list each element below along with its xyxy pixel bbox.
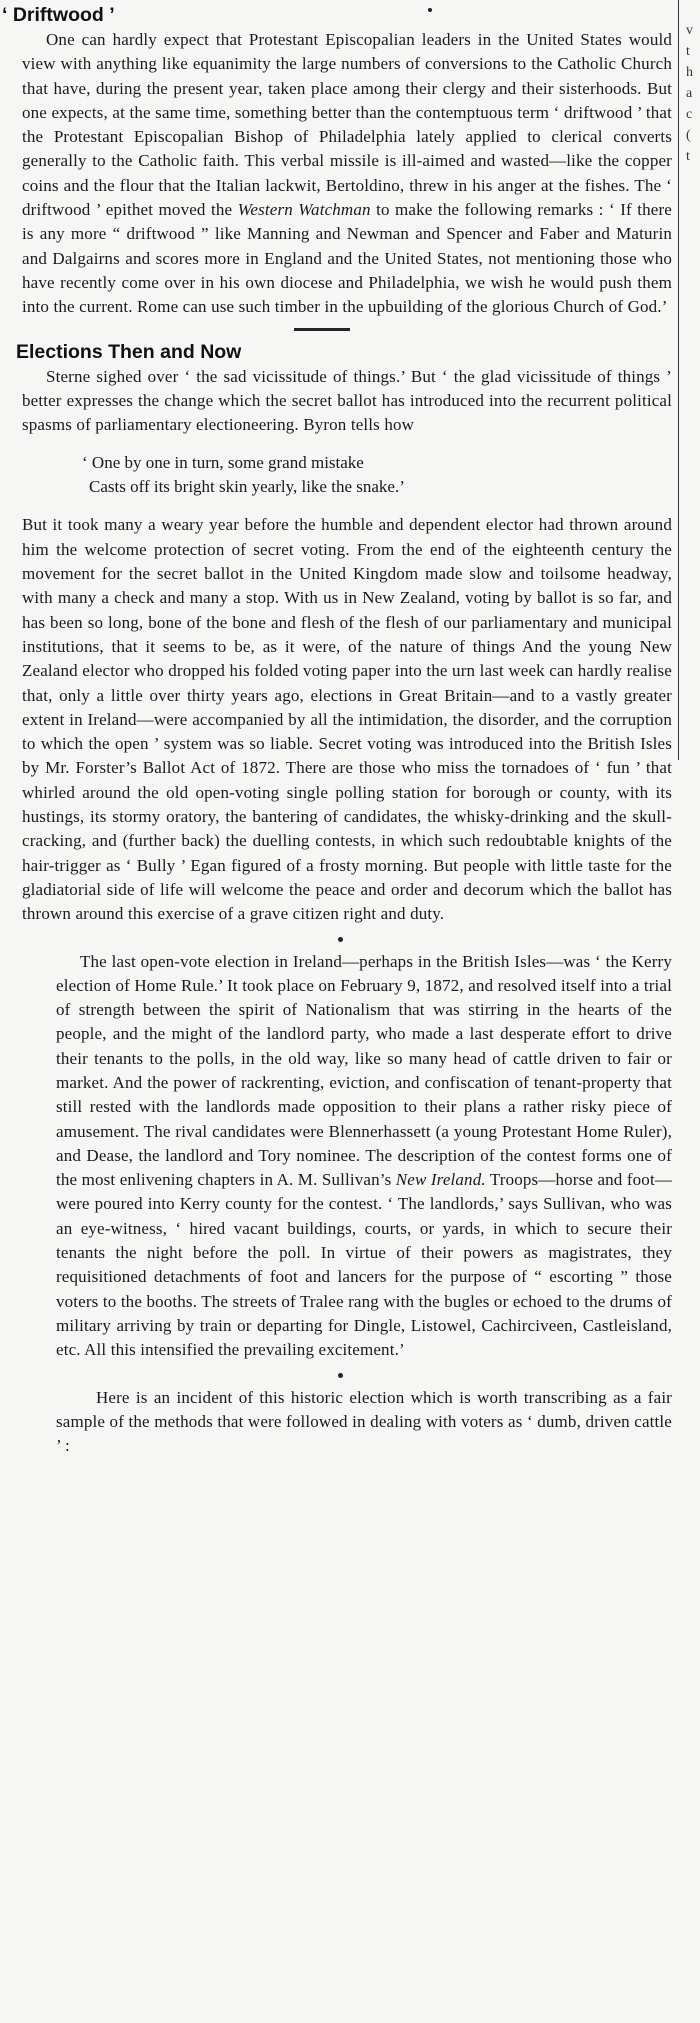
margin-letter: a (686, 86, 693, 101)
driftwood-text: One can hardly expect that Protestant Episcopalian leaders in the United States would view with anything like equanimity the large numbers of conversions to the Catholic Church that have, during the present year, taken place among their clergy and their sisterhoods. But one expects, at the same time, something better than the contemptuous term ‘ driftwood ’ that the Protestant Episcopalian Bishop of Philadelphia lately applied to clerical converts generally to the Catholic faith. This verbal missile is ill-aimed and wasted—like the copper coins and the flour that the Italian lackwit, Bertoldino, threw in his anger at the fishes. The ‘ driftwood ’ epithet moved the (22, 30, 672, 220)
kerry-text-end: Troops—horse and foot—were poured into Kerry county for the contest. ‘ The landlords,’ says Sullivan, who was an eye-witness, ‘ hired vacant buildings, courts, or yards, in which to secure their tenants the night before the poll. In virtue of their powers as magistrates, they requisitioned detachments of foot and lancers for the purpose of “ escorting ” those voters to the booths. The streets of Tralee rang with the bugles or echoed to the drums of military arriving by train or departing for Dingle, Listowel, Cachirciveen, Castleisland, etc. All this intensified the prevailing excitement.’ (56, 1170, 672, 1360)
byron-quote (82, 451, 672, 499)
margin-letter: t (686, 44, 690, 59)
adjacent-column-fragment (686, 20, 698, 167)
margin-letter: t (686, 149, 690, 164)
driftwood-paragraph (0, 28, 672, 320)
margin-letter: c (686, 107, 693, 122)
kerry-text: The last open-vote election in Ireland—perhaps in the British Isles—was ‘ the Kerry election of Home Rule.’ It took place on February 9, 1872, and resolved itself into a trial of strength between the spirit of Nationalism that was stirring in the hearts of the people, and the might of the landlord party, who made a last desperate effort to drive their tenants to the polls, in the old way, like so many head of cattle driven to fair or market. And the power of rackrenting, eviction, and confiscation of tenant-property that still rested with the landlords made opposition to their plans a rather risky piece of amusement. The rival candidates were Blennerhassett (a young Protestant Home Ruler), and Dease, the landlord and Tory nominee. The description of the contest forms one of the most enlivening chapters in A. M. Sullivan’s (56, 951, 672, 1190)
margin-letter: v (686, 23, 693, 38)
elections-paragraph-3 (0, 950, 672, 1363)
book-title: New Ireland. (395, 1170, 486, 1190)
article-heading-driftwood: ‘ Driftwood ’ (2, 4, 115, 26)
elections-paragraph-2: But it took many a weary year before the humble and dependent elector had thrown around him the welcome protection of secret voting. From the end of the eighteenth century the movement for the secret ballot in the United Kingdom made slow and toilsome headway, with many a check and many a stop. With us in New Zealand, voting by ballot is so far, and has been so long, bone of the bone and flesh of the flesh of our parliamentary and municipal institutions, that it seems to be, as it were, of the nature of things And the young New Zealand elector who dropped his folded voting paper into the urn last week can hardly realise that, only a little over thirty years ago, elections in Great Britain—and to a vastly greater extent in Ireland—were accompanied by all the intimidation, the disorder, and the corruption to which the open ’ system was so liable. Secret voting was introduced into the British Isles by Mr. Forster’s Ballot Act of 1872. There are those who miss the tornadoes of ‘ fun ’ that whirled around the old open-voting single polling station for borough or county, with its hustings, its stormy oratory, the bantering of candidates, the whisky-drinking and the skull-cracking, and (further back) the duelling contests, in which such redoubtable knights of the hair-trigger as ‘ Bully ’ Egan figured of a frosty morning. But people with little taste for the gladiatorial side of life will welcome the peace and order and decorum which the ballot has thrown around this exercise of a grave citizen right and duty. (22, 515, 672, 924)
paragraph-ornament (338, 1373, 343, 1378)
column-rule (678, 0, 679, 760)
margin-letter: h (686, 65, 693, 80)
article-heading-elections: Elections Then and Now (16, 340, 242, 363)
verse-line-2: Casts off its bright skin yearly, like the snake.’ (89, 477, 405, 497)
verse-line-1: ‘ One by one in turn, some grand mistake (82, 453, 364, 473)
elections-paragraph-4: Here is an incident of this historic election which is worth transcribing as a fair sample of the methods that were followed in dealing with voters as ‘ dumb, driven cattle ’ : (56, 1387, 672, 1456)
elections-intro: Sterne sighed over ‘ the sad vicissitude of things.’ But ‘ the glad vicissitude of things ’ better expresses the change which the secret ballot has introduced into the recurrent political spasms of parliamentary electioneering. Byron tells how (22, 366, 672, 435)
margin-letter: ( (686, 128, 691, 143)
paragraph-ornament (338, 937, 343, 942)
section-divider (294, 328, 350, 331)
paper-title: Western Watchman (237, 200, 371, 220)
driftwood-text-end: to make the following remarks : ‘ If there is any more “ driftwood ” like Manning and Newman and Spencer and Faber and Maturin and Dalgairns and scores more in England and the United States, not mentioning those who have recently come over in his own diocese and Philadelphia, we wish he would push them into the current. Rome can use such timber in the upbuilding of the glorious Church of God.’ (22, 200, 672, 317)
